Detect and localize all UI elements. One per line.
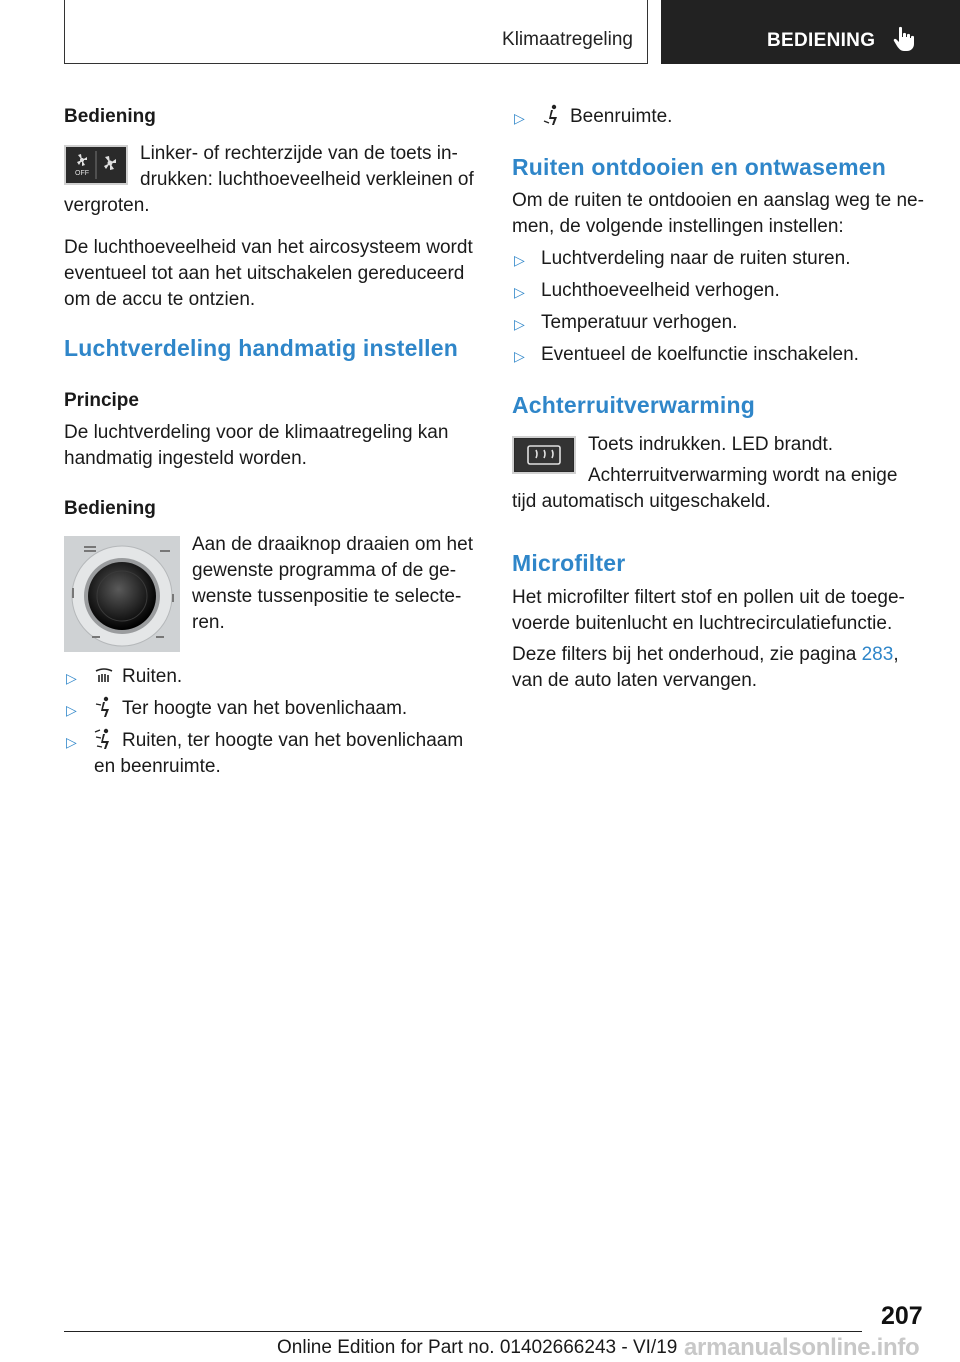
edition-note: Online Edition for Part no. 01402666243 - VI/19	[277, 1337, 678, 1358]
footwell-icon	[542, 104, 562, 126]
heading-rear-window-heating: Achterruitverwarming	[512, 392, 756, 418]
bullet-upper-body: Ter hoogte van het bovenlichaam.	[122, 698, 408, 719]
bullet-marker: ▷	[514, 110, 525, 126]
svg-text:OFF: OFF	[75, 170, 89, 177]
principle-title: Principe	[64, 390, 139, 411]
op2-line2: gewenste programma of de ge-	[192, 560, 457, 581]
rotary-knob-icon	[64, 536, 180, 652]
p2-line2: eventueel tot aan het uitschakelen gereduceerd	[64, 263, 465, 284]
section-title: BEDIENING	[767, 30, 876, 51]
fan-icon	[66, 147, 126, 183]
defrost-bullet-1: Luchtverdeling naar de ruiten sturen.	[541, 248, 851, 269]
bullet-marker: ▷	[66, 670, 77, 686]
micro-line3	[512, 642, 899, 668]
principle-line2: handmatig ingesteld worden.	[64, 448, 307, 469]
micro-line3-comma: ,	[893, 644, 899, 665]
footer-divider	[64, 1331, 862, 1332]
defrost-bullet-2: Luchthoeveelheid verhogen.	[541, 280, 780, 301]
op2-line4: ren.	[192, 612, 225, 633]
defrost-line2: men, de volgende instellingen instellen:	[512, 216, 844, 237]
bullet-combined-line2: en beenruimte.	[94, 756, 221, 777]
bullet-marker: ▷	[514, 252, 525, 268]
op1-line2: drukken: luchthoeveelheid verkleinen of	[140, 169, 474, 190]
chapter-title: Klimaatregeling	[502, 29, 633, 50]
page-reference-link[interactable]: 283	[861, 644, 894, 665]
bullet-footwell: Beenruimte.	[570, 106, 673, 127]
op1-line3: vergroten.	[64, 195, 150, 216]
op2-line3: wenste tussenpositie te selecte-	[192, 586, 462, 607]
defrost-bullet-4: Eventueel de koelfunctie inschakelen.	[541, 344, 859, 365]
p2-line1: De luchthoeveelheid van het aircosysteem wordt	[64, 237, 473, 258]
heading-microfilter: Microfilter	[512, 550, 626, 576]
bullet-marker: ▷	[66, 734, 77, 750]
micro-line3-text: Deze filters bij het onderhoud, zie pagina	[512, 644, 862, 665]
micro-line1: Het microfilter filtert stof en pollen uit de toege-	[512, 587, 905, 608]
rear-line1: Toets indrukken. LED brandt.	[588, 434, 834, 455]
p2-line3: om de accu te ontzien.	[64, 289, 256, 310]
op1-line1: Linker- of rechterzijde van de toets in-	[140, 143, 458, 164]
windscreen-icon	[94, 666, 114, 686]
hand-pointer-icon	[893, 26, 915, 52]
rear-window-heating-icon	[514, 438, 574, 472]
rotary-knob-image	[64, 536, 180, 652]
bullet-combined-line1: Ruiten, ter hoogte van het bovenlichaam	[122, 730, 464, 751]
bullet-windows: Ruiten.	[122, 666, 183, 687]
bullet-marker: ▷	[514, 348, 525, 364]
defrost-bullet-3: Temperatuur verhogen.	[541, 312, 738, 333]
fan-button-image	[64, 145, 128, 185]
header-chapter-box	[64, 0, 648, 64]
heading-air-distribution: Luchtverdeling handmatig instellen	[64, 335, 459, 361]
page-number: 207	[881, 1302, 923, 1330]
micro-line2: voerde buitenlucht en luchtrecirculatiefunctie.	[512, 613, 893, 634]
rear-line3: tijd automatisch uitgeschakeld.	[512, 491, 771, 512]
upper-body-icon	[94, 696, 114, 718]
rear-defrost-button-image	[512, 436, 576, 474]
windows-upper-body-feet-icon	[94, 728, 114, 750]
principle-line1: De luchtverdeling voor de klimaatregeling kan	[64, 422, 449, 443]
micro-line4: van de auto laten vervangen.	[512, 670, 758, 691]
rear-line2: Achterruitverwarming wordt na enige	[588, 465, 898, 486]
bullet-marker: ▷	[514, 284, 525, 300]
op2-line1: Aan de draaiknop draaien om het	[192, 534, 473, 555]
operation-title-2: Bediening	[64, 498, 156, 519]
defrost-line1: Om de ruiten te ontdooien en aanslag weg te ne-	[512, 190, 924, 211]
heading-defrost: Ruiten ontdooien en ontwasemen	[512, 154, 887, 180]
watermark: armanualsonline.info	[684, 1334, 920, 1361]
bullet-marker: ▷	[514, 316, 525, 332]
bullet-marker: ▷	[66, 702, 77, 718]
operation-title-1: Bediening	[64, 106, 156, 127]
header-section-box	[661, 0, 960, 64]
